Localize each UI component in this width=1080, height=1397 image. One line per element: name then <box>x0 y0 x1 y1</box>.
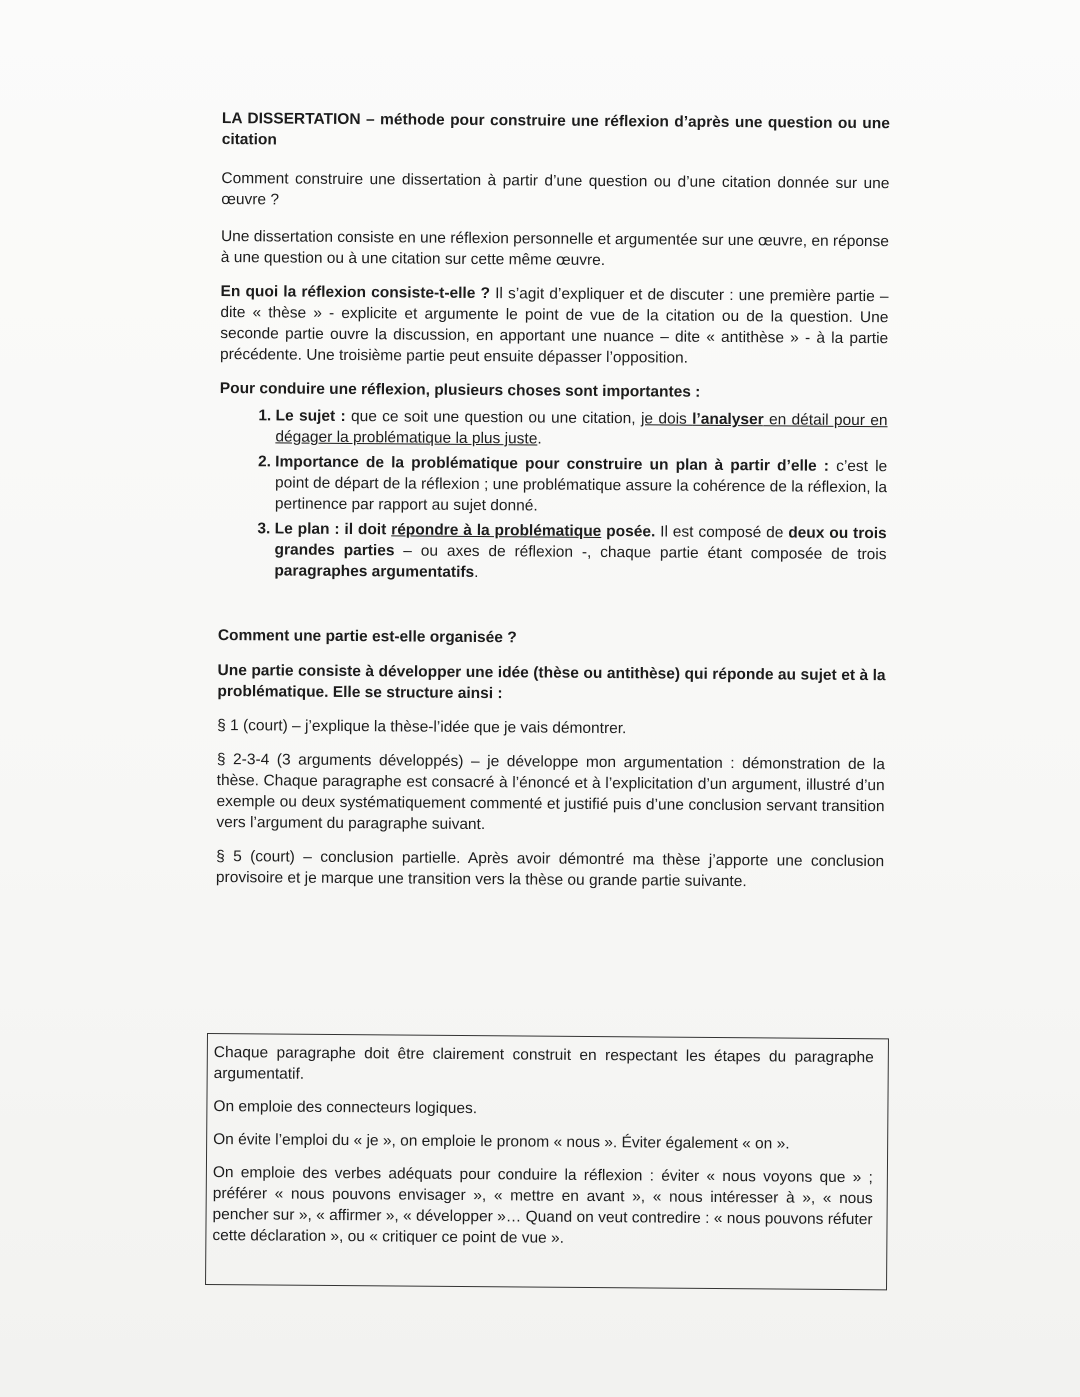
box-line-3: On évite l’emploi du « je », on emploie le pronom « nous ». Éviter également « on ». <box>213 1131 790 1153</box>
summary-box <box>205 1033 889 1290</box>
underlined-bold-text: l’analyser <box>692 410 764 429</box>
list-item <box>275 451 887 519</box>
important-list <box>218 405 887 586</box>
box-line-1: Chaque paragraphe doit être clairement construit en respectant les étapes du paragraphe argumentatif. <box>213 1044 874 1083</box>
list-item <box>274 518 886 586</box>
bold-phrase: deux ou trois grandes parties <box>274 524 887 560</box>
important-heading: Pour conduire une réflexion, plusieurs choses sont importantes : <box>219 379 701 401</box>
intro-question: Comment construire une dissertation à partir d’une question ou d’une citation donnée sur une œuvre ? <box>221 169 890 209</box>
list-item-text: que ce soit une question ou une citation, <box>345 407 642 428</box>
list-item-label-end: posée. <box>601 522 656 541</box>
reflexion-question: En quoi la réflexion consiste-t-elle ? <box>220 282 491 303</box>
partie-question: Comment une partie est-elle organisée ? <box>217 626 517 647</box>
partie-paragraph-1: § 1 (court) – j’explique la thèse-l’idée que je vais démontrer. <box>217 716 627 738</box>
underlined-phrase: répondre à la problématique <box>391 521 602 540</box>
list-item-text: c’est le point de départ de la réflexion ; une problématique assure la cohérence de la réflexion, la pertinence par rapport au sujet donné. <box>274 457 888 515</box>
reflexion-paragraph <box>220 281 889 370</box>
document-title <box>222 108 890 155</box>
list-item-text: Il est composé de <box>655 523 789 542</box>
definition-paragraph: Une dissertation consiste en une réflexion personnelle et argumentée sur une œuvre, en réponse à une question ou à une citation sur cette même œuvre. <box>220 227 890 270</box>
box-line-4: On emploie des verbes adéquats pour conduire la réflexion : éviter « nous voyons que » ; préférer « nous pouvons envisager », « mettre en avant », « nous intéresser à », « nous pencher sur », « affirmer », « développer »… Quand on veut contredire : « nous pouvons réfuter cette déclaration », ou « critiquer ce point de vue ». <box>212 1164 873 1247</box>
box-line-2: On emploie des connecteurs logiques. <box>213 1098 478 1118</box>
partie-paragraph-3: § 5 (court) – conclusion partielle. Après avoir démontré ma thèse j’apporte une conclusion provisoire et je marque une transition vers la thèse ou grande partie suivante. <box>215 847 885 891</box>
bold-phrase: paragraphes argumentatifs <box>274 562 475 581</box>
list-item-label: Le sujet : <box>275 407 346 425</box>
list-item-label: Le plan : il doit <box>274 520 392 539</box>
list-item <box>275 405 887 452</box>
reflexion-text: Il s’agit d’expliquer et de discuter : une première partie – dite « thèse » - explicite et argumente le point de vue de la citation ou de la question. Une seconde partie ouvre la discussion, en apportant une nuance – dite « antithèse » - à la partie précédente. Une troisième partie peut ensuite dépasser l’opposition. <box>219 285 889 367</box>
title-lead: LA DISSERTATION <box>221 109 361 129</box>
partie-intro: Une partie consiste à développer une idée (thèse ou antithèse) qui réponde au sujet et à la problématique. Elle se structure ainsi : <box>217 661 886 703</box>
partie-paragraph-2: § 2-3-4 (3 arguments développés) – je développe mon argumentation : démonstration de la thèse. Chaque paragraphe est consacré à l’énoncé et à l’explicitation d’un argument, illustré d’un exemple ou deux systématiquement commenté et justifié puis d’une conclusion servant transition vers l’argument du paragraphe suivant. <box>216 750 885 834</box>
title-rest: – méthode pour construire une réflexion d’après une question ou une citation <box>221 111 890 149</box>
document-body <box>216 108 890 906</box>
list-item-text: – ou axes de réflexion -, chaque partie étant composée de trois <box>394 542 887 564</box>
underlined-text: je dois <box>640 410 693 428</box>
list-item-label: Importance de la problématique pour construire un plan à partir d’elle : <box>275 453 830 475</box>
list-item-end: . <box>537 430 542 448</box>
section-gap <box>218 585 886 630</box>
underlined-text: en détail pour en dégager la problématique la plus juste <box>275 411 888 448</box>
list-item-end: . <box>474 563 479 582</box>
